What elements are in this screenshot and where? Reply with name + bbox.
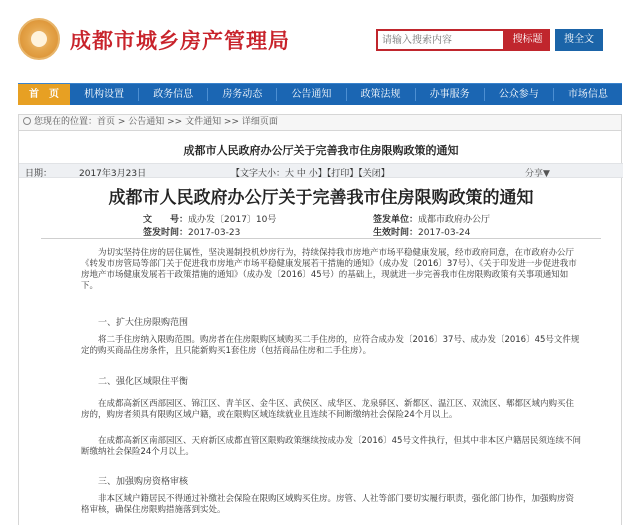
nav-item-public[interactable]: 公众参与 <box>498 89 539 100</box>
content-divider <box>41 238 601 239</box>
main-nav <box>18 83 622 105</box>
intro-paragraph: 为切实坚持住房的居住属性，坚决遏制投机炒房行为，持续保持我市房地产市场平稳健康发展，经市政府同意，在市政府办公厅《转发市房管局等部门关于促进我市房地产市场平稳健康发展若干措施的通知》（成办发〔2016〕37号）、《关于印发进一步促进我市房地产市场健康发展若干政策措施的通知》（成办发〔2016〕45号）的基础上，现就进一步完善我市住房限购政策有关事项通知如下。 <box>81 248 577 291</box>
nav-item-services[interactable]: 办事服务 <box>429 89 470 100</box>
issuer-row <box>373 212 490 225</box>
document-title: 成都市人民政府办公厅关于完善我市住房限购政策的通知 <box>108 188 534 208</box>
date-label: 日期： <box>25 169 53 179</box>
font-size-print-close-links[interactable]: 【文字大小：大 中 小】【打印】【关闭】 <box>231 169 390 179</box>
section-1-heading: 一、扩大住房限购范围 <box>98 318 189 328</box>
article-container <box>18 131 622 525</box>
section-3-heading: 三、加强购房资格审核 <box>98 477 189 487</box>
site-title[interactable]: 成都市城乡房产管理局 <box>70 28 290 53</box>
nav-item-market[interactable]: 市场信息 <box>567 89 608 100</box>
section-2-paragraph-1: 在成都高新区西部园区、锦江区、青羊区、金牛区、武侯区、成华区、龙泉驿区、新都区、温江区、双流区、郫都区域内购买住房的，购房者须具有限购区域户籍，或在限购区域连续就业且连续不间断缴纳社会保险24个月以上。 <box>81 399 575 420</box>
article-toolbar <box>19 163 623 178</box>
section-2-heading: 二、强化区域限住平衡 <box>98 377 189 387</box>
breadcrumb-text[interactable]: 您现在的位置：首页 > 公告通知 >> 文件通知 >> 详细页面 <box>34 117 278 127</box>
article-heading: 成都市人民政府办公厅关于完善我市住房限购政策的通知 <box>183 144 459 157</box>
nav-item-home[interactable]: 首 页 <box>18 84 70 105</box>
share-button[interactable]: 分享▼ <box>525 169 550 179</box>
search-title-button[interactable]: 搜标题 <box>505 29 550 51</box>
section-3-paragraph: 非本区域户籍居民不得通过补缴社会保险在限购区域购买住房。房管、人社等部门要切实履行职责，强化部门协作，加强购房资格审核，确保住房限购措施落到实处。 <box>81 494 575 515</box>
nav-item-policies[interactable]: 政策法规 <box>360 89 401 100</box>
doc-number-label: 文 号： <box>143 215 189 225</box>
section-1-paragraph: 将二手住房纳入限购范围。购房者在住房限购区域购买二手住房的，应符合成办发〔2016〕37号、成办发〔2016〕45号文件规定的购买商品住房条件，且只能新购买1套住房（包括商品住房和二手住房）。 <box>81 335 580 356</box>
nav-item-housing-news[interactable]: 房务动态 <box>222 89 263 100</box>
nav-item-organization[interactable]: 机构设置 <box>84 89 125 100</box>
search-input[interactable] <box>376 29 505 51</box>
site-logo[interactable] <box>18 18 60 60</box>
section-2-paragraph-2: 在成都高新区南部园区、天府新区成都直管区限购政策继续按成办发〔2016〕45号文件执行，但其中非本区户籍居民须连续不间断缴纳社会保险24个月以上。 <box>81 436 581 457</box>
issue-date-row <box>143 225 240 238</box>
site-header <box>0 0 640 82</box>
breadcrumb <box>18 114 622 131</box>
doc-number-row <box>143 212 276 225</box>
effective-date-value: 2017-03-24 <box>418 228 471 238</box>
date-value: 2017年3月23日 <box>79 169 147 179</box>
nav-item-notices[interactable]: 公告通知 <box>291 89 332 100</box>
issue-date-label: 签发时间： <box>143 228 189 238</box>
issuer-label: 签发单位： <box>373 215 419 225</box>
location-icon <box>23 117 31 125</box>
search-fulltext-button[interactable]: 搜全文 <box>555 29 603 51</box>
nav-item-gov-info[interactable]: 政务信息 <box>153 89 194 100</box>
doc-number-value: 成办发〔2017〕10号 <box>188 215 277 225</box>
effective-date-label: 生效时间： <box>373 228 419 238</box>
issue-date-value: 2017-03-23 <box>188 228 241 238</box>
issuer-value: 成都市政府办公厅 <box>418 215 491 225</box>
effective-date-row <box>373 225 470 238</box>
